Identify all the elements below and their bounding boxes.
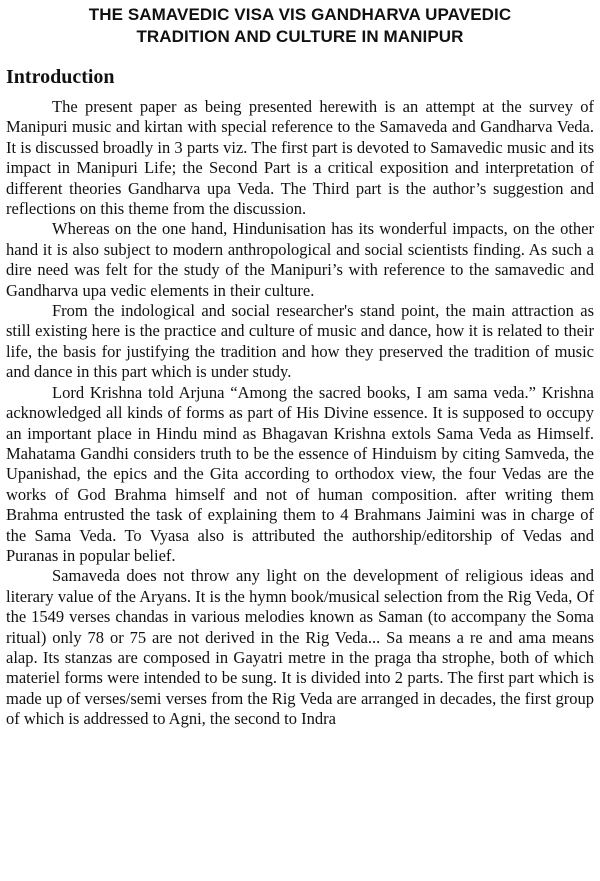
paragraph-2: Whereas on the one hand, Hindunisation has its wonderful impacts, on the other hand it is also subject to modern anthropological and social scientists finding. As such a dire need was felt for the study of the Manipuri’s with reference to the samavedic and Gandharva upa vedic elements in their culture. [6, 219, 594, 300]
section-heading-introduction: Introduction [6, 66, 115, 88]
title-line-1: THE SAMAVEDIC VISA VIS GANDHARVA UPAVEDIC [88, 5, 512, 24]
title-line-2: TRADITION AND CULTURE IN MANIPUR [136, 27, 464, 46]
paragraph-1: The present paper as being presented herewith is an attempt at the survey of Manipuri music and kirtan with special reference to the Samaveda and Gandharva Veda. It is discussed broadly in 3 parts viz. The first part is devoted to Samavedic music and its impact in Manipuri Life; the Second Part is a critical exposition and interpretation of different theories Gandharva upa Veda. The Third part is the author’s suggestion and reflections on this theme from the discussion. [6, 97, 594, 219]
paragraph-3: From the indological and social researcher's stand point, the main attraction as still existing here is the practice and culture of music and dance, how it is related to their life, the basis for justifying the tradition and how they preserved the tradition of music and dance in this part which is under study. [6, 301, 594, 382]
page-title [6, 4, 594, 48]
paragraph-5: Samaveda does not throw any light on the development of religious ideas and literary value of the Aryans. It is the hymn book/musical selection from the Rig Veda, Of the 1549 verses chandas in various melodies known as Saman (to accompany the Soma ritual) only 78 or 75 are not derived in the Rig Veda... Sa means a re and ama means alap. Its stanzas are composed in Gayatri metre in the praga tha strophe, both of which materiel forms were intended to be sung. It is divided into 2 parts. The first part which is made up of verses/semi verses from the Rig Veda are arranged in decades, the first group of which is addressed to Agni, the second to Indra [6, 566, 594, 729]
paragraph-4: Lord Krishna told Arjuna “Among the sacred books, I am sama veda.” Krishna acknowledged all kinds of forms as part of His Divine essence. It is supposed to occupy an important place in Hindu mind as Bhagavan Krishna extols Sama Veda as Himself. Mahatama Gandhi considers truth to be the essence of Hinduism by citing Samveda, the Upanishad, the epics and the Gita according to orthodox view, the four Vedas are the works of God Brahma himself and not of human composition. after writing them Brahma entrusted the task of explaining them to 4 Brahmans Jaimini was in charge of the Sama Veda. To Vyasa also is attributed the authorship/editorship of Vedas and Puranas in popular belief. [6, 382, 594, 565]
